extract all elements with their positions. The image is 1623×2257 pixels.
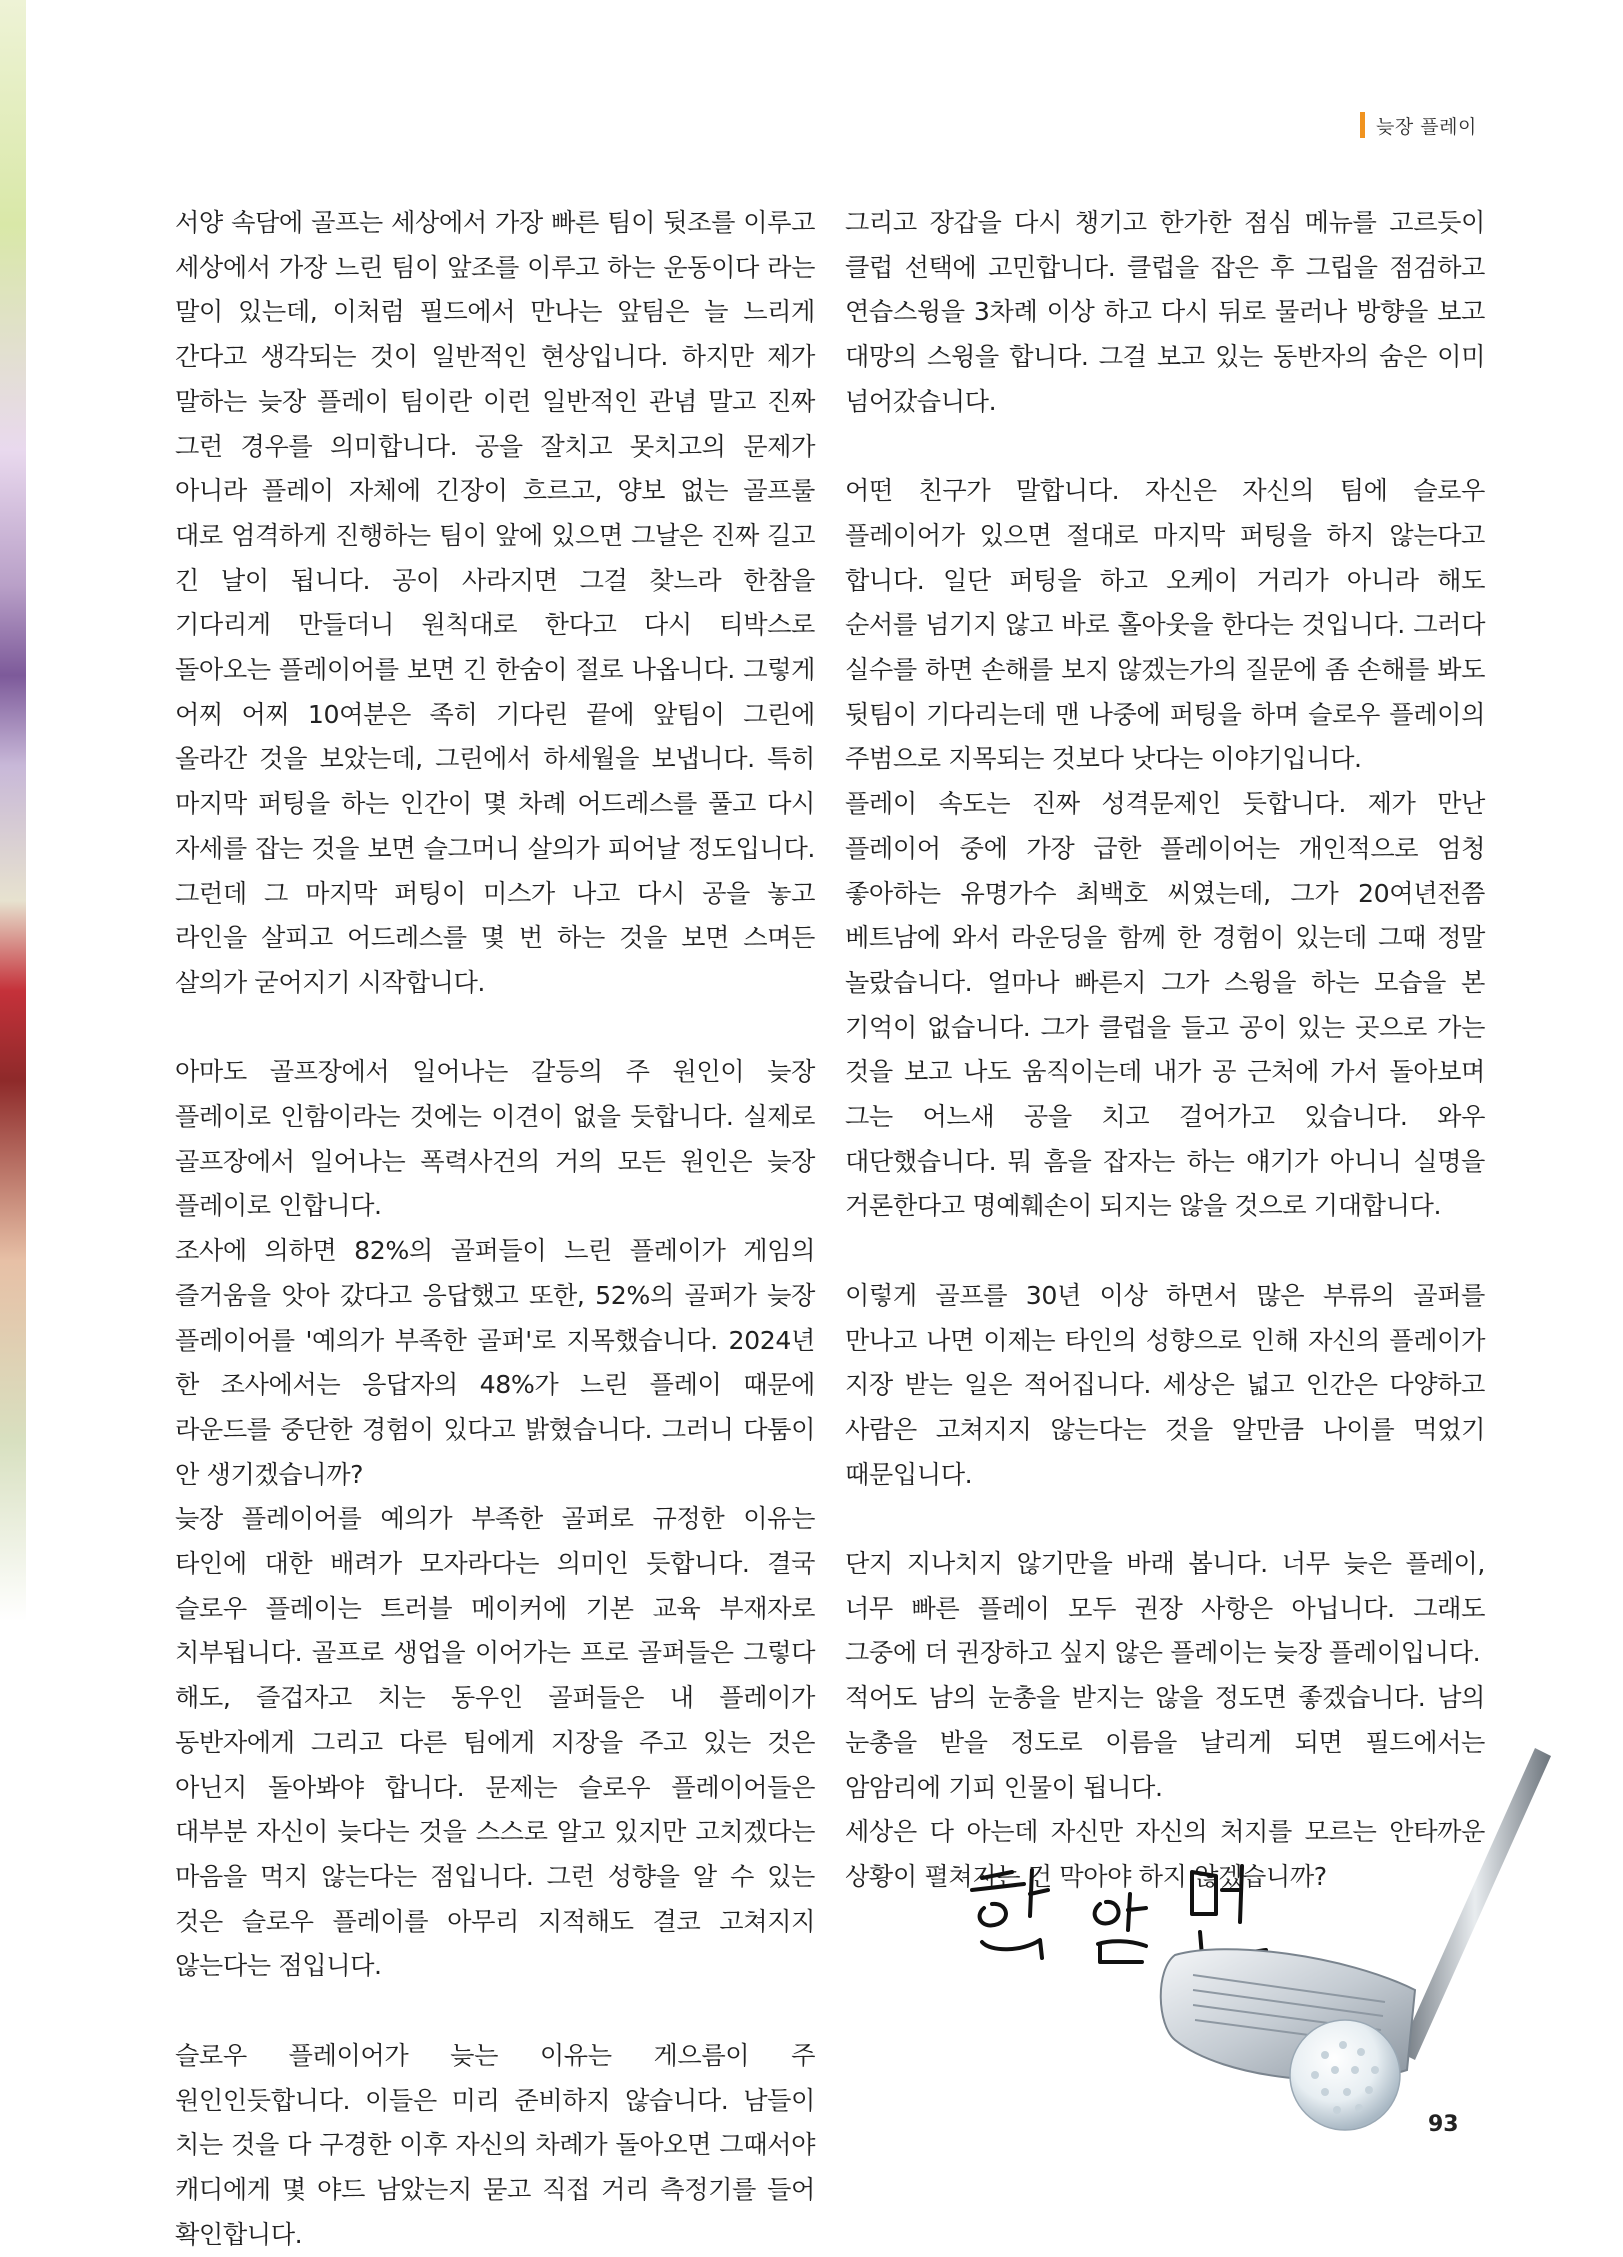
left-column [175, 201, 815, 2257]
paragraph: 세상은 다 아는데 자신만 자신의 처지를 모르는 안타까운 상황이 펼쳐지는 건 막아야 하지 않겠습니까? [845, 1817, 1485, 1891]
paragraph: 그리고 장갑을 다시 챙기고 한가한 점심 메뉴를 고르듯이 클럽 선택에 고민합니다. 클럽을 잡은 후 그립을 점검하고 연습스윙을 3차례 이상 하고 다시 뒤로 물러나 방향을 보고 대망의 스윙을 합니다. 그걸 보고 있는 동반자의 숨은 이미 넘어갔습니다. [845, 208, 1485, 416]
paragraph: 조사에 의하면 82%의 골퍼들이 느린 플레이가 게임의 즐거움을 앗아 갔다고 응답했고 또한, 52%의 골퍼가 늦장 플레이어를 '예의가 부족한 골퍼'로 지목했습니다. 2024년 한 조사에서는 응답자의 48%가 느린 플레이 때문에 라운드를 중단한 경험이 있다고 밝혔습니다. 그러니 다툼이 안 생기겠습니까? [175, 1236, 815, 1489]
paragraph: 플레이 속도는 진짜 성격문제인 듯합니다. 제가 만난 플레이어 중에 가장 급한 플레이어는 개인적으로 엄청 좋아하는 유명가수 최백호 씨였는데, 그가 20여년전쯤 베트남에 와서 라운딩을 함께 한 경험이 있는데 그때 정말 놀랐습니다. 얼마나 빠른지 그가 스윙을 하는 모습을 본 기억이 없습니다. 그가 클럽을 들고 공이 있는 곳으로 가는 것을 보고 나도 움직이는데 내가 공 근처에 가서 돌아보며 그는 어느새 공을 치고 걸어가고 있습니다. 와우 대단했습니다. 뭐 흠을 잡자는 하는 얘기가 아니니 실명을 거론한다고 명예훼손이 되지는 않을 것으로 기대합니다. [845, 789, 1485, 1221]
paragraph: 서양 속담에 골프는 세상에서 가장 빠른 팀이 뒷조를 이루고 세상에서 가장 느린 팀이 앞조를 이루고 하는 운동이다 라는 말이 있는데, 이처럼 필드에서 만나는 앞팀은 늘 느리게 간다고 생각되는 것이 일반적인 현상입니다. 하지만 제가 말하는 늦장 플레이 팀이란 이런 일반적인 관념 말고 진짜 그런 경우를 의미합니다. 공을 잘치고 못치고의 문제가 아니라 플레이 자체에 긴장이 흐르고, 양보 없는 골프룰 대로 엄격하게 진행하는 팀이 앞에 있으면 그날은 진짜 길고 긴 날이 됩니다. 공이 사라지면 그걸 찾느라 한참을 기다리게 만들더니 원칙대로 한다고 다시 티박스로 돌아오는 플레이어를 보면 긴 한숨이 절로 나옵니다. 그렇게 어찌 어찌 10여분은 족히 기다린 끝에 앞팀이 그린에 올라간 것을 보았는데, 그린에서 하세월을 보냅니다. 특히 마지막 퍼팅을 하는 인간이 몇 차례 어드레스를 풀고 다시 자세를 잡는 것을 보면 슬그머니 살의가 피어날 정도입니다. 그런데 그 마지막 퍼팅이 미스가 나고 다시 공을 놓고 라인을 살피고 어드레스를 몇 번 하는 것을 보면 스며든 살의가 굳어지기 시작합니다. [175, 208, 815, 997]
right-column [845, 201, 1485, 1900]
left-edge-illustration [0, 0, 26, 2252]
paragraph: 슬로우 플레이어가 늦는 이유는 게으름이 주 원인인듯합니다. 이들은 미리 준비하지 않습니다. 남들이 치는 것을 다 구경한 이후 자신의 차례가 돌아오면 그때서야 캐디에게 몇 야드 남았는지 묻고 직접 거리 측정기를 들어 확인합니다. [175, 2040, 815, 2249]
golf-club-and-ball-illustration [1115, 1740, 1595, 2140]
paragraph: 어떤 친구가 말합니다. 자신은 자신의 팀에 슬로우 플레이어가 있으면 절대로 마지막 퍼팅을 하지 않는다고 합니다. 일단 퍼팅을 하고 오케이 거리가 아니라 해도 순서를 넘기지 않고 바로 홀아웃을 한다는 것입니다. 그러다 실수를 하면 손해를 보지 않겠는가의 질문에 좀 손해를 봐도 뒷팀이 기다리는데 맨 나중에 퍼팅을 하며 슬로우 플레이의 주범으로 지목되는 것보다 낫다는 이야기입니다. [845, 476, 1485, 774]
paragraph: 아마도 골프장에서 일어나는 갈등의 주 원인이 늦장 플레이로 인함이라는 것에는 이견이 없을 듯합니다. 실제로 골프장에서 일어나는 폭력사건의 거의 모든 원인은 늦장 플레이로 인합니다. [175, 1057, 815, 1221]
section-label [1360, 112, 1477, 138]
paragraph: 늦장 플레이어를 예의가 부족한 골퍼로 규정한 이유는 타인에 대한 배려가 모자라다는 의미인 듯합니다. 결국 슬로우 플레이는 트러블 메이커에 기본 교육 부재자로 치부됩니다. 골프로 생업을 이어가는 프로 골퍼들은 그렇다 해도, 즐겁자고 치는 동우인 골퍼들은 내 플레이가 동반자에게 그리고 다른 팀에게 지장을 주고 있는 것은 아닌지 돌아봐야 합니다. 문제는 슬로우 플레이어들은 대부분 자신이 늦다는 것을 스스로 알고 있지만 고치겠다는 마음을 먹지 않는다는 점입니다. 그런 성향을 알 수 있는 것은 슬로우 플레이를 아무리 지적해도 결코 고쳐지지 않는다는 점입니다. [175, 1504, 815, 1981]
paragraph: 적어도 남의 눈총을 받지는 않을 정도면 좋겠습니다. 남의 눈총을 받을 정도로 이름을 날리게 되면 필드에서는 암암리에 기피 인물이 됩니다. [845, 1683, 1485, 1802]
page-number: 93 [1428, 2112, 1459, 2137]
section-accent-bar [1360, 112, 1365, 138]
paragraph: 이렇게 골프를 30년 이상 하면서 많은 부류의 골퍼를 만나고 나면 이제는 타인의 성향으로 인해 자신의 플레이가 지장 받는 일은 적어집니다. 세상은 넓고 인간은 다양하고 사람은 고쳐지지 않는다는 것을 알만큼 나이를 먹었기 때문입니다. [845, 1280, 1485, 1489]
paragraph: 단지 지나치지 않기만을 바래 봅니다. 너무 늦은 플레이, 너무 빠른 플레이 모두 권장 사항은 아닙니다. 그래도 그중에 더 권장하고 싶지 않은 플레이는 늦장 플레이입니다. [845, 1549, 1485, 1668]
section-title: 늦장 플레이 [1376, 115, 1477, 138]
